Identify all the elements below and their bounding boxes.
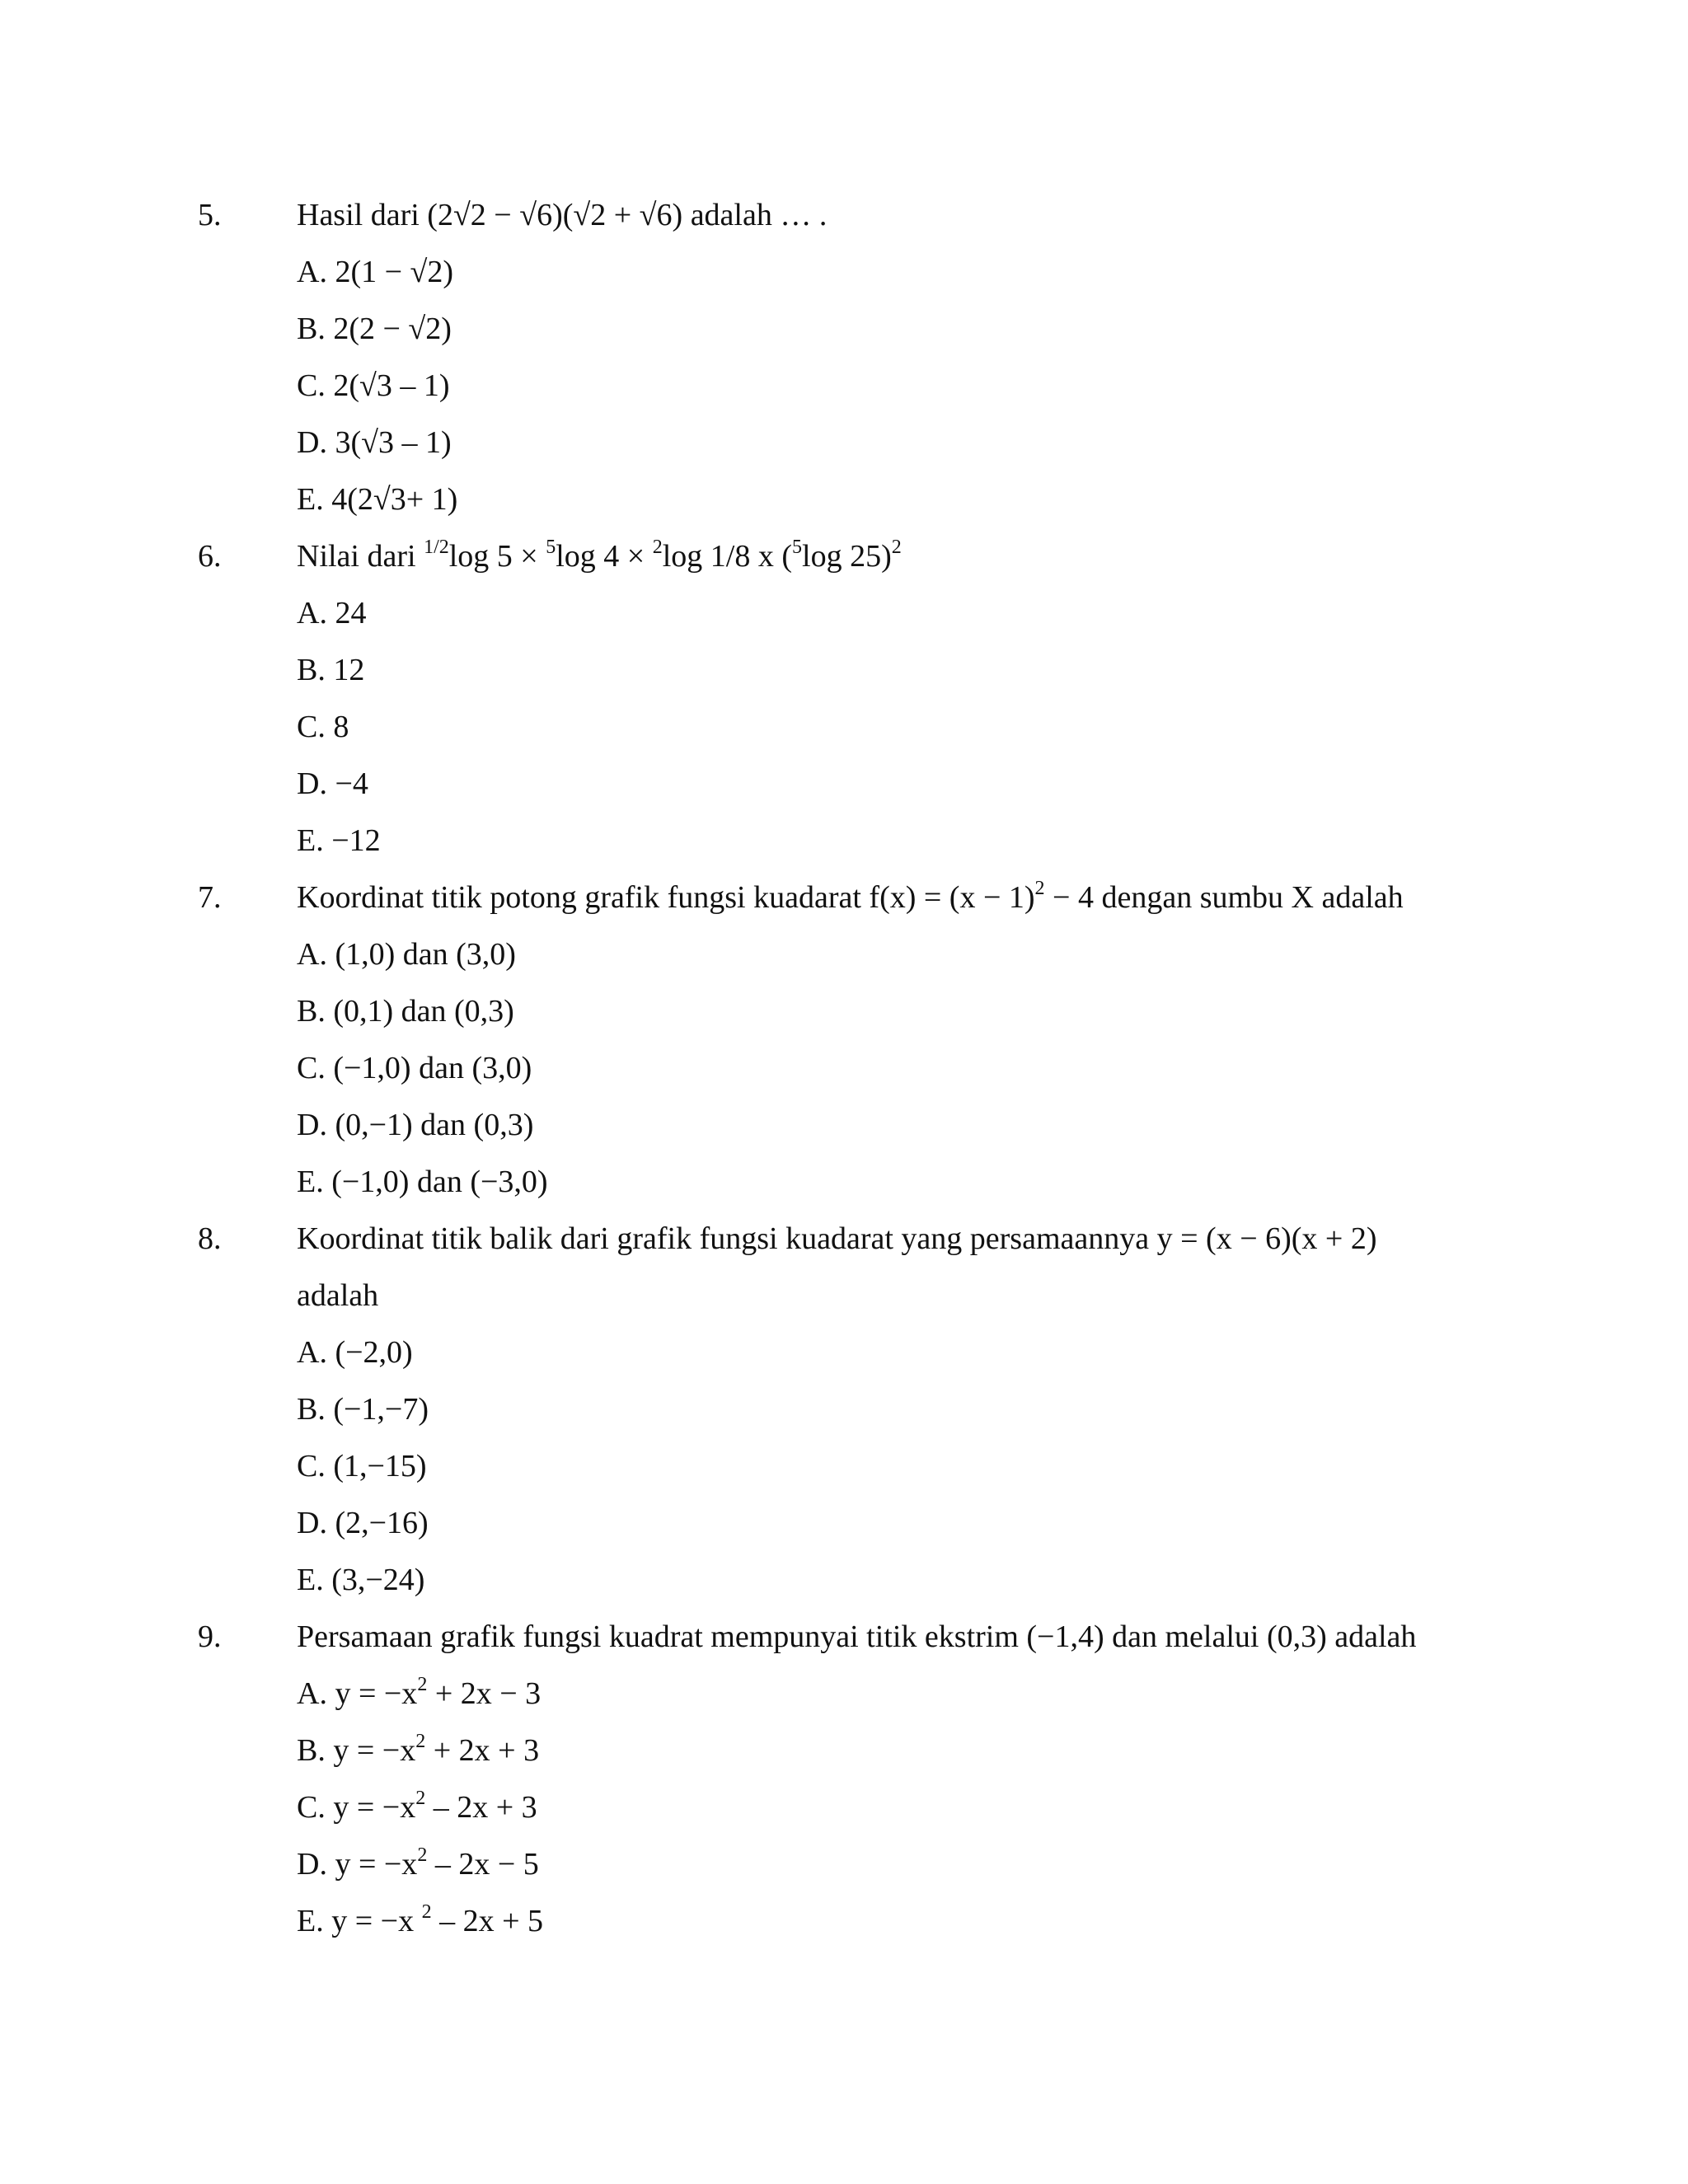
question-number: 9. [198,1619,222,1654]
text-segment: E. y = −x [297,1904,422,1938]
text-segment: log 5 × [448,539,546,574]
superscript: 2 [415,1788,426,1810]
answer-option [297,1845,539,1883]
answer-option: E. −12 [297,823,381,858]
question-text [297,879,1404,916]
superscript: 2 [1034,878,1045,900]
answer-option: A. (1,0) dan (3,0) [297,937,516,972]
answer-option: C. 2(√3 – 1) [297,368,450,403]
question-number: 5. [198,198,222,232]
answer-option [297,1732,539,1769]
text-segment: – 2x − 5 [427,1847,539,1882]
superscript: 2 [415,1731,426,1753]
question-text: Koordinat titik balik dari grafik fungsi kuadarat yang persamaannya y = (x − 6)(x + 2) [297,1221,1377,1256]
answer-option: E. (3,−24) [297,1563,425,1597]
text-segment: log 25) [802,539,892,574]
question-text: Persamaan grafik fungsi kuadrat mempunyai titik ekstrim (−1,4) dan melalui (0,3) adalah [297,1619,1417,1654]
answer-option [297,1675,541,1713]
answer-option: B. 12 [297,653,365,687]
superscript: 1/2 [424,537,449,559]
answer-option: C. 8 [297,710,349,744]
answer-option: A. 2(1 − √2) [297,255,454,289]
superscript: 5 [792,537,803,559]
answer-option: B. (0,1) dan (0,3) [297,994,514,1029]
text-segment: C. y = −x [297,1790,416,1825]
text-segment: D. y = −x [297,1847,418,1882]
answer-option: B. 2(2 − √2) [297,312,452,346]
text-segment: – 2x + 3 [425,1790,537,1825]
answer-option: E. (−1,0) dan (−3,0) [297,1165,548,1199]
text-segment: – 2x + 5 [431,1904,544,1938]
answer-option: D. (2,−16) [297,1506,429,1540]
question-number: 8. [198,1221,222,1256]
text-segment: log 4 × [556,539,653,574]
answer-option: D. (0,−1) dan (0,3) [297,1108,534,1142]
text-segment: Nilai dari [297,539,424,574]
question-number: 7. [198,880,222,915]
answer-option: C. (1,−15) [297,1449,427,1483]
superscript: 2 [652,537,663,559]
text-segment: − 4 dengan sumbu X adalah [1044,880,1404,915]
text-segment: A. y = −x [297,1676,418,1711]
text-segment: Koordinat titik potong grafik fungsi kuadarat f(x) = (x − 1) [297,880,1035,915]
answer-option: A. (−2,0) [297,1335,413,1370]
answer-option: A. 24 [297,596,367,630]
superscript: 5 [546,537,556,559]
answer-option: B. (−1,−7) [297,1392,429,1427]
answer-option: C. (−1,0) dan (3,0) [297,1051,532,1085]
superscript: 2 [891,537,902,559]
text-segment: B. y = −x [297,1733,416,1768]
answer-option [297,1788,537,1826]
question-number: 6. [198,539,222,574]
superscript: 2 [417,1674,428,1696]
question-text-continued: adalah [297,1278,379,1313]
answer-option: E. 4(2√3+ 1) [297,482,458,517]
answer-option: D. −4 [297,766,368,801]
superscript: 2 [417,1844,428,1867]
text-segment: + 2x − 3 [427,1676,542,1711]
question-text [297,537,902,575]
question-text: Hasil dari (2√2 − √6)(√2 + √6) adalah … . [297,198,828,232]
text-segment: log 1/8 x ( [662,539,793,574]
answer-option [297,1902,543,1940]
answer-option: D. 3(√3 – 1) [297,425,452,460]
text-segment: + 2x + 3 [425,1733,540,1768]
superscript: 2 [421,1901,432,1924]
